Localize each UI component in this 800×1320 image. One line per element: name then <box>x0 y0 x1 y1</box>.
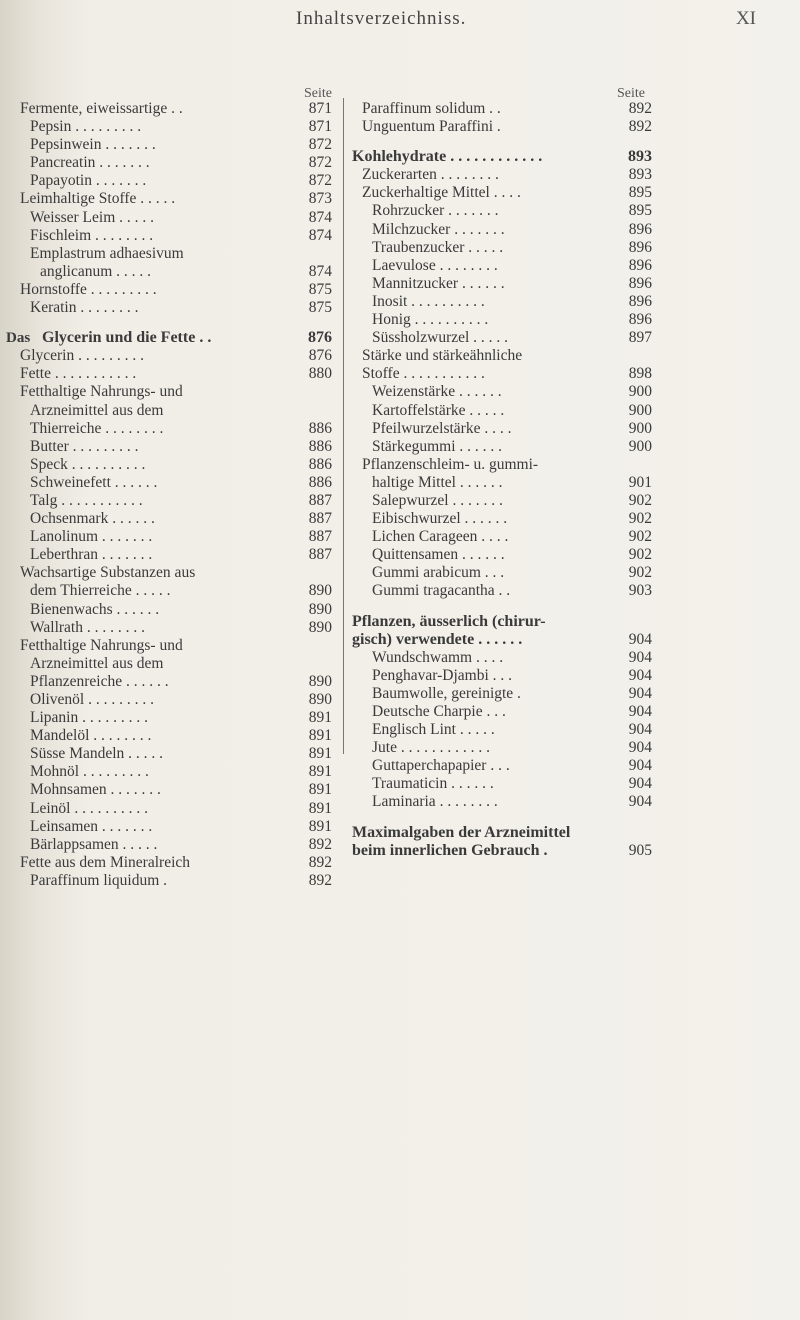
toc-entry-title: Emplastrum adhaesivum <box>30 244 184 262</box>
toc-entry-page: 896 <box>628 238 652 256</box>
toc-entry-title: Traumaticin . . . . . . <box>372 775 494 793</box>
toc-entry <box>352 202 652 220</box>
toc-entry-page: 886 <box>308 419 332 437</box>
toc-entry <box>352 293 652 311</box>
toc-entry-page: 895 <box>628 202 652 220</box>
toc-entry-page: 891 <box>308 709 332 727</box>
toc-entry <box>352 100 652 118</box>
toc-entry <box>352 402 652 420</box>
toc-section-heading <box>6 329 332 347</box>
toc-entry-title: Fetthaltige Nahrungs- und <box>20 383 183 401</box>
toc-entry-title: Wachsartige Substanzen aus <box>20 564 196 582</box>
toc-entry-title: Lipanin . . . . . . . . . <box>30 709 148 727</box>
toc-entry-page: 891 <box>308 781 332 799</box>
toc-entry <box>352 510 652 528</box>
toc-entry-title: beim innerlichen Gebrauch . <box>352 841 548 859</box>
toc-entry <box>352 239 652 257</box>
toc-section-heading <box>352 613 652 631</box>
toc-entry-title: Kartoffelstärke . . . . . <box>372 401 505 419</box>
toc-entry-title: Pepsin . . . . . . . . . <box>30 118 142 136</box>
toc-entry-title: Weizenstärke . . . . . . <box>372 383 502 401</box>
toc-entry-title: Leinöl . . . . . . . . . . <box>30 799 148 817</box>
toc-entry <box>20 245 332 263</box>
toc-left-column <box>6 100 332 890</box>
toc-entry-page: 886 <box>308 437 332 455</box>
toc-entry-title: Lichen Carageen . . . . <box>372 528 509 546</box>
toc-entry <box>20 347 332 365</box>
toc-entry-page: 876 <box>308 329 332 347</box>
toc-right-column <box>352 100 652 860</box>
toc-entry-title: Paraffinum solidum . . <box>362 100 501 117</box>
toc-entry <box>20 582 332 600</box>
page-header <box>0 8 800 38</box>
toc-entry <box>20 154 332 172</box>
page-title: Inhaltsverzeichniss. <box>296 8 467 29</box>
toc-entry-title: Jute . . . . . . . . . . . . <box>372 739 490 757</box>
toc-entry <box>352 383 652 401</box>
toc-entry <box>352 257 652 275</box>
toc-entry-title: Zuckerarten . . . . . . . . <box>362 166 499 184</box>
toc-entry <box>352 347 652 365</box>
toc-entry-page: 891 <box>308 799 332 817</box>
toc-entry-page: 887 <box>308 528 332 546</box>
toc-entry-page: 904 <box>628 630 652 648</box>
toc-entry <box>20 420 332 438</box>
toc-entry-title: Bärlappsamen . . . . . <box>30 835 158 853</box>
toc-entry-page: 892 <box>308 835 332 853</box>
toc-entry-title: Butter . . . . . . . . . <box>30 437 139 455</box>
toc-entry <box>20 383 332 401</box>
toc-entry-title: Leimhaltige Stoffe . . . . . <box>20 190 176 208</box>
toc-entry-title: Leinsamen . . . . . . . <box>30 817 153 835</box>
toc-entry-title: Schweinefett . . . . . . <box>30 473 158 491</box>
toc-entry <box>352 474 652 492</box>
toc-entry <box>352 528 652 546</box>
toc-entry <box>20 456 332 474</box>
toc-entry-title: Kohlehydrate . . . . . . . . . . . . <box>352 148 543 166</box>
toc-entry-title: Fischleim . . . . . . . . <box>30 226 154 244</box>
toc-entry-page: 874 <box>308 226 332 244</box>
section-gap <box>352 812 652 824</box>
toc-entry-page: 904 <box>628 721 652 739</box>
toc-entry-page: 871 <box>308 100 332 117</box>
toc-entry-page: 887 <box>308 510 332 528</box>
toc-entry-page: 903 <box>628 582 652 600</box>
toc-entry <box>20 365 332 383</box>
toc-entry-page: 893 <box>628 148 652 166</box>
toc-entry <box>352 739 652 757</box>
toc-entry <box>352 166 652 184</box>
toc-entry <box>20 209 332 227</box>
toc-entry-page: 872 <box>308 136 332 154</box>
seite-label-right: Seite <box>617 86 645 101</box>
toc-entry <box>352 703 652 721</box>
toc-entry-page: 890 <box>308 582 332 600</box>
toc-entry <box>20 745 332 763</box>
toc-entry-title: Mandelöl . . . . . . . . <box>30 727 152 745</box>
toc-entry <box>20 763 332 781</box>
toc-entry-page: 872 <box>308 172 332 190</box>
toc-entry-page: 904 <box>628 793 652 811</box>
toc-entry <box>352 775 652 793</box>
toc-entry-page: 904 <box>628 648 652 666</box>
toc-entry-title: Englisch Lint . . . . . <box>372 721 495 739</box>
toc-entry <box>20 691 332 709</box>
toc-entry-title: Pfeilwurzelstärke . . . . <box>372 419 512 437</box>
toc-entry <box>20 299 332 317</box>
toc-entry <box>20 263 332 281</box>
toc-entry-title: Rohrzucker . . . . . . . <box>372 202 499 220</box>
toc-entry-title: Pflanzen, äusserlich (chirur- <box>352 612 546 630</box>
toc-entry-title: Speck . . . . . . . . . . <box>30 455 146 473</box>
toc-entry-page: 902 <box>628 564 652 582</box>
toc-entry-page: 900 <box>628 437 652 455</box>
toc-entry-title: Glycerin . . . . . . . . . <box>20 347 144 365</box>
toc-entry-title: anglicanum . . . . . <box>40 262 152 280</box>
toc-entry-page: 896 <box>628 220 652 238</box>
toc-entry-page: 876 <box>308 347 332 365</box>
toc-entry <box>20 673 332 691</box>
toc-entry-page: 875 <box>308 299 332 317</box>
toc-entry-title: Deutsche Charpie . . . <box>372 703 506 720</box>
toc-entry-title: Eibischwurzel . . . . . . <box>372 510 508 528</box>
toc-entry-page: 886 <box>308 455 332 473</box>
toc-section-heading <box>352 148 652 166</box>
page-number: XI <box>735 8 756 29</box>
toc-entry <box>352 420 652 438</box>
toc-entry <box>352 757 652 775</box>
toc-entry-title: Bienenwachs . . . . . . <box>30 600 160 618</box>
toc-entry-title: Fermente, eiweissartige . . <box>20 100 183 117</box>
toc-entry-page: 895 <box>628 184 652 202</box>
toc-entry-page: 890 <box>308 691 332 708</box>
toc-entry-title: Lanolinum . . . . . . . <box>30 528 153 546</box>
toc-entry-title: Mohnsamen . . . . . . . <box>30 781 161 799</box>
toc-entry-page: 874 <box>308 262 332 280</box>
toc-entry-title: Stoffe . . . . . . . . . . . <box>362 365 485 383</box>
toc-entry-page: 902 <box>628 491 652 509</box>
toc-entry <box>20 601 332 619</box>
toc-entry <box>352 184 652 202</box>
toc-entry <box>352 685 652 703</box>
toc-entry-title: Gummi tragacantha . . <box>372 582 511 600</box>
toc-entry <box>20 136 332 154</box>
toc-entry-page: 892 <box>308 853 332 871</box>
toc-entry <box>20 528 332 546</box>
toc-entry <box>20 100 332 118</box>
toc-entry-title: Salepwurzel . . . . . . . <box>372 491 503 509</box>
toc-entry <box>352 311 652 329</box>
toc-entry-page: 887 <box>308 491 332 509</box>
toc-entry-page: 904 <box>628 666 652 684</box>
toc-entry <box>20 637 332 655</box>
toc-section-heading <box>352 824 652 842</box>
toc-entry-page: 890 <box>308 600 332 618</box>
toc-entry-page: 900 <box>628 401 652 419</box>
toc-entry <box>20 709 332 727</box>
toc-entry-title: Milchzucker . . . . . . . <box>372 220 505 238</box>
toc-entry-title: Pflanzenreiche . . . . . . <box>30 672 169 690</box>
toc-entry-page: 886 <box>308 473 332 491</box>
toc-entry <box>20 655 332 673</box>
toc-entry-title: Laevulose . . . . . . . . <box>372 256 498 274</box>
toc-entry <box>20 172 332 190</box>
toc-entry-page: 890 <box>308 618 332 636</box>
toc-entry-title: Stärke und stärkeähnliche <box>362 347 523 365</box>
toc-entry <box>20 800 332 818</box>
toc-entry <box>20 619 332 637</box>
toc-entry <box>20 781 332 799</box>
toc-entry-title: Keratin . . . . . . . . <box>30 299 139 317</box>
toc-entry-title: Weisser Leim . . . . . <box>30 208 155 226</box>
toc-entry-title: Paraffinum liquidum . <box>30 871 168 889</box>
toc-entry-page: 896 <box>628 274 652 292</box>
toc-entry <box>20 474 332 492</box>
toc-entry-title: Ochsenmark . . . . . . <box>30 510 155 528</box>
section-gap <box>352 601 652 613</box>
toc-entry-title: Stärkegummi . . . . . . <box>372 437 503 455</box>
toc-entry-title: haltige Mittel . . . . . . <box>372 473 503 491</box>
toc-entry-page: 897 <box>628 329 652 347</box>
toc-entry <box>20 836 332 854</box>
toc-entry <box>352 546 652 564</box>
toc-entry-title: Süsse Mandeln . . . . . <box>30 745 164 763</box>
toc-entry <box>352 438 652 456</box>
toc-entry-title: Mannitzucker . . . . . . <box>372 274 505 292</box>
toc-entry-title: Leberthran . . . . . . . <box>30 546 153 564</box>
toc-entry-title: Pepsinwein . . . . . . . <box>30 136 156 154</box>
toc-entry <box>20 402 332 420</box>
section-gap <box>20 317 332 329</box>
toc-entry-title: Fette . . . . . . . . . . . <box>20 365 137 383</box>
toc-entry <box>352 118 652 136</box>
toc-entry-title: Honig . . . . . . . . . . <box>372 311 489 329</box>
toc-entry-page: 891 <box>308 745 332 763</box>
toc-entry <box>352 649 652 667</box>
toc-entry <box>20 492 332 510</box>
toc-entry-page: 904 <box>628 775 652 793</box>
toc-entry-page: 891 <box>308 763 332 781</box>
toc-entry-title: Wallrath . . . . . . . . <box>30 618 145 636</box>
toc-entry-title: Laminaria . . . . . . . . <box>372 793 498 811</box>
toc-entry <box>20 118 332 136</box>
toc-entry <box>20 438 332 456</box>
toc-entry-title: Baumwolle, gereinigte . <box>372 684 521 702</box>
toc-entry-title: Pancreatin . . . . . . . <box>30 154 150 172</box>
toc-entry <box>352 221 652 239</box>
toc-entry <box>352 793 652 811</box>
toc-entry-page: 875 <box>308 280 332 298</box>
toc-entry-page: 898 <box>628 365 652 383</box>
toc-section-heading <box>352 842 652 860</box>
toc-entry <box>352 275 652 293</box>
toc-entry-page: 901 <box>628 473 652 491</box>
toc-entry <box>20 510 332 528</box>
toc-entry-page: 891 <box>308 817 332 835</box>
toc-entry-page: 902 <box>628 528 652 546</box>
toc-entry-page: 902 <box>628 510 652 528</box>
toc-entry-title: Pflanzenschleim- u. gummi- <box>362 455 539 473</box>
toc-entry-title: Papayotin . . . . . . . <box>30 172 147 190</box>
toc-entry-title: Zuckerhaltige Mittel . . . . <box>362 184 521 202</box>
toc-entry-title: Penghavar-Djambi . . . <box>372 666 513 684</box>
column-divider <box>343 98 344 754</box>
toc-entry-page: 905 <box>628 841 652 859</box>
toc-entry <box>20 872 332 890</box>
toc-entry <box>352 456 652 474</box>
toc-entry-title: Inosit . . . . . . . . . . <box>372 292 485 310</box>
toc-entry-page: 904 <box>628 739 652 757</box>
toc-entry <box>352 582 652 600</box>
toc-entry-page: 892 <box>628 118 652 136</box>
toc-entry-title: dem Thierreiche . . . . . <box>30 582 171 600</box>
toc-entry <box>352 492 652 510</box>
toc-entry-title: Gummi arabicum . . . <box>372 564 505 582</box>
toc-entry-title: Hornstoffe . . . . . . . . . <box>20 280 157 298</box>
toc-entry <box>20 190 332 208</box>
toc-entry-title: Fetthaltige Nahrungs- und <box>20 636 183 654</box>
toc-entry <box>20 564 332 582</box>
toc-entry-title: Talg . . . . . . . . . . . <box>30 491 143 509</box>
toc-entry <box>352 329 652 347</box>
toc-entry <box>352 564 652 582</box>
toc-entry-page: 902 <box>628 546 652 564</box>
toc-entry-page: 872 <box>308 154 332 172</box>
toc-entry-title: Olivenöl . . . . . . . . . <box>30 691 154 708</box>
toc-entry-page: 891 <box>308 727 332 745</box>
toc-entry-page: 904 <box>628 684 652 702</box>
toc-entry-page: 892 <box>628 100 652 117</box>
toc-section-heading <box>352 631 652 649</box>
toc-entry-page: 904 <box>628 703 652 720</box>
toc-entry-page: 900 <box>628 383 652 401</box>
section-prefix: Das <box>6 330 31 347</box>
toc-entry-title: Maximalgaben der Arzneimittel <box>352 823 571 841</box>
toc-entry <box>20 227 332 245</box>
toc-entry <box>20 281 332 299</box>
toc-entry-title: gisch) verwendete . . . . . . <box>352 630 523 648</box>
toc-entry-page: 896 <box>628 311 652 329</box>
toc-entry-page: 893 <box>628 166 652 184</box>
toc-entry-title: Thierreiche . . . . . . . . <box>30 419 164 437</box>
toc-entry-page: 880 <box>308 365 332 383</box>
toc-entry-title: Wundschwamm . . . . <box>372 648 504 666</box>
toc-entry-page: 896 <box>628 292 652 310</box>
toc-entry <box>352 721 652 739</box>
toc-entry-title: Arzneimittel aus dem <box>30 654 164 672</box>
toc-entry <box>352 667 652 685</box>
toc-entry <box>20 818 332 836</box>
toc-entry-page: 892 <box>308 871 332 889</box>
toc-entry-title: Traubenzucker . . . . . <box>372 238 504 256</box>
toc-entry-page: 871 <box>308 118 332 136</box>
toc-entry-page: 887 <box>308 546 332 564</box>
toc-entry-page: 904 <box>628 757 652 775</box>
toc-entry-page: 873 <box>308 190 332 208</box>
toc-entry-page: 900 <box>628 419 652 437</box>
toc-entry-title: Süssholzwurzel . . . . . <box>372 329 509 347</box>
toc-entry-title: Guttaperchapapier . . . <box>372 757 510 775</box>
toc-entry-title: Quittensamen . . . . . . <box>372 546 505 564</box>
toc-entry <box>20 854 332 872</box>
seite-label-left: Seite <box>304 86 332 101</box>
toc-entry-title: Glycerin und die Fette . . <box>42 329 212 347</box>
toc-entry-page: 890 <box>308 672 332 690</box>
toc-entry-title: Fette aus dem Mineralreich <box>20 853 191 871</box>
toc-entry <box>20 546 332 564</box>
toc-entry-page: 874 <box>308 208 332 226</box>
section-gap <box>352 136 652 148</box>
toc-entry <box>352 365 652 383</box>
toc-entry-title: Unguentum Paraffini . <box>362 118 501 136</box>
toc-entry-title: Mohnöl . . . . . . . . . <box>30 763 149 781</box>
toc-entry <box>20 727 332 745</box>
toc-entry-title: Arzneimittel aus dem <box>30 401 164 419</box>
toc-entry-page: 896 <box>628 256 652 274</box>
